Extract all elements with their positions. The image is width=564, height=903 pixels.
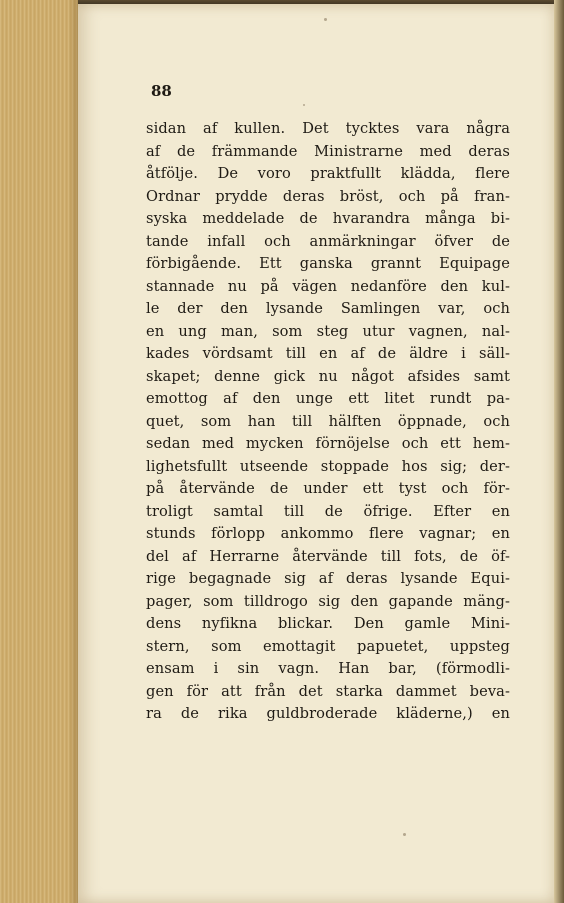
right-page-edge — [554, 0, 564, 903]
page-number: 88 — [151, 82, 172, 100]
text-line: sidan af kullen. Det tycktes vara några — [146, 120, 510, 137]
text-line: kades vördsamt till en af de äldre i säll- — [146, 345, 510, 362]
text-line: gen för att från det starka dammet beva- — [146, 682, 510, 700]
text-line: en ung man, som steg utur vagnen, nal- — [146, 322, 510, 340]
text-line: lighetsfullt utseende stoppade hos sig; der- — [146, 457, 510, 475]
text-line: stern, som emottagit papuetet, uppsteg — [146, 637, 510, 655]
text-line: Ordnar prydde deras bröst, och på fran- — [146, 187, 510, 205]
text-line: ensam i sin vagn. Han bar, (förmodli- — [146, 660, 510, 677]
paper-speck — [303, 104, 305, 106]
text-line: rige begagnade sig af deras lysande Equi- — [146, 570, 510, 587]
text-line: del af Herrarne återvände till fots, de öf- — [146, 547, 510, 565]
text-line: syska meddelade de hvarandra många bi- — [146, 210, 510, 227]
text-line: af de främmande Ministrarne med deras — [146, 142, 510, 160]
text-line: sedan med mycken förnöjelse och ett hem- — [146, 435, 510, 452]
text-line: tande infall och anmärkningar öfver de — [146, 232, 510, 250]
text-line: troligt samtal till de öfrige. Efter en — [146, 502, 510, 520]
text-line: le der den lysande Samlingen var, och — [146, 300, 510, 317]
paper-speck — [403, 833, 406, 836]
text-line: stannade nu på vägen nedanföre den kul- — [146, 277, 510, 295]
text-line: emottog af den unge ett litet rundt pa- — [146, 390, 510, 407]
text-line: förbigående. Ett ganska grannt Equipage — [146, 255, 510, 272]
paper-speck — [324, 18, 327, 21]
text-line: pager, som tilldrogo sig den gapande mäng- — [146, 592, 510, 610]
text-line: på återvände de under ett tyst och för- — [146, 480, 510, 497]
text-line: stunds förlopp ankommo flere vagnar; en — [146, 525, 510, 542]
text-line: quet, som han till hälften öppnade, och — [146, 412, 510, 430]
stacked-page-edges — [0, 0, 78, 903]
text-line: dens nyfikna blickar. Den gamle Mini- — [146, 615, 510, 632]
text-line: åtfölje. De voro praktfullt klädda, flere — [146, 165, 510, 182]
text-line: skapet; denne gick nu något afsides samt — [146, 367, 510, 385]
text-line: ra de rika guldbroderade kläderne,) en — [146, 705, 510, 722]
body-text — [146, 118, 510, 726]
